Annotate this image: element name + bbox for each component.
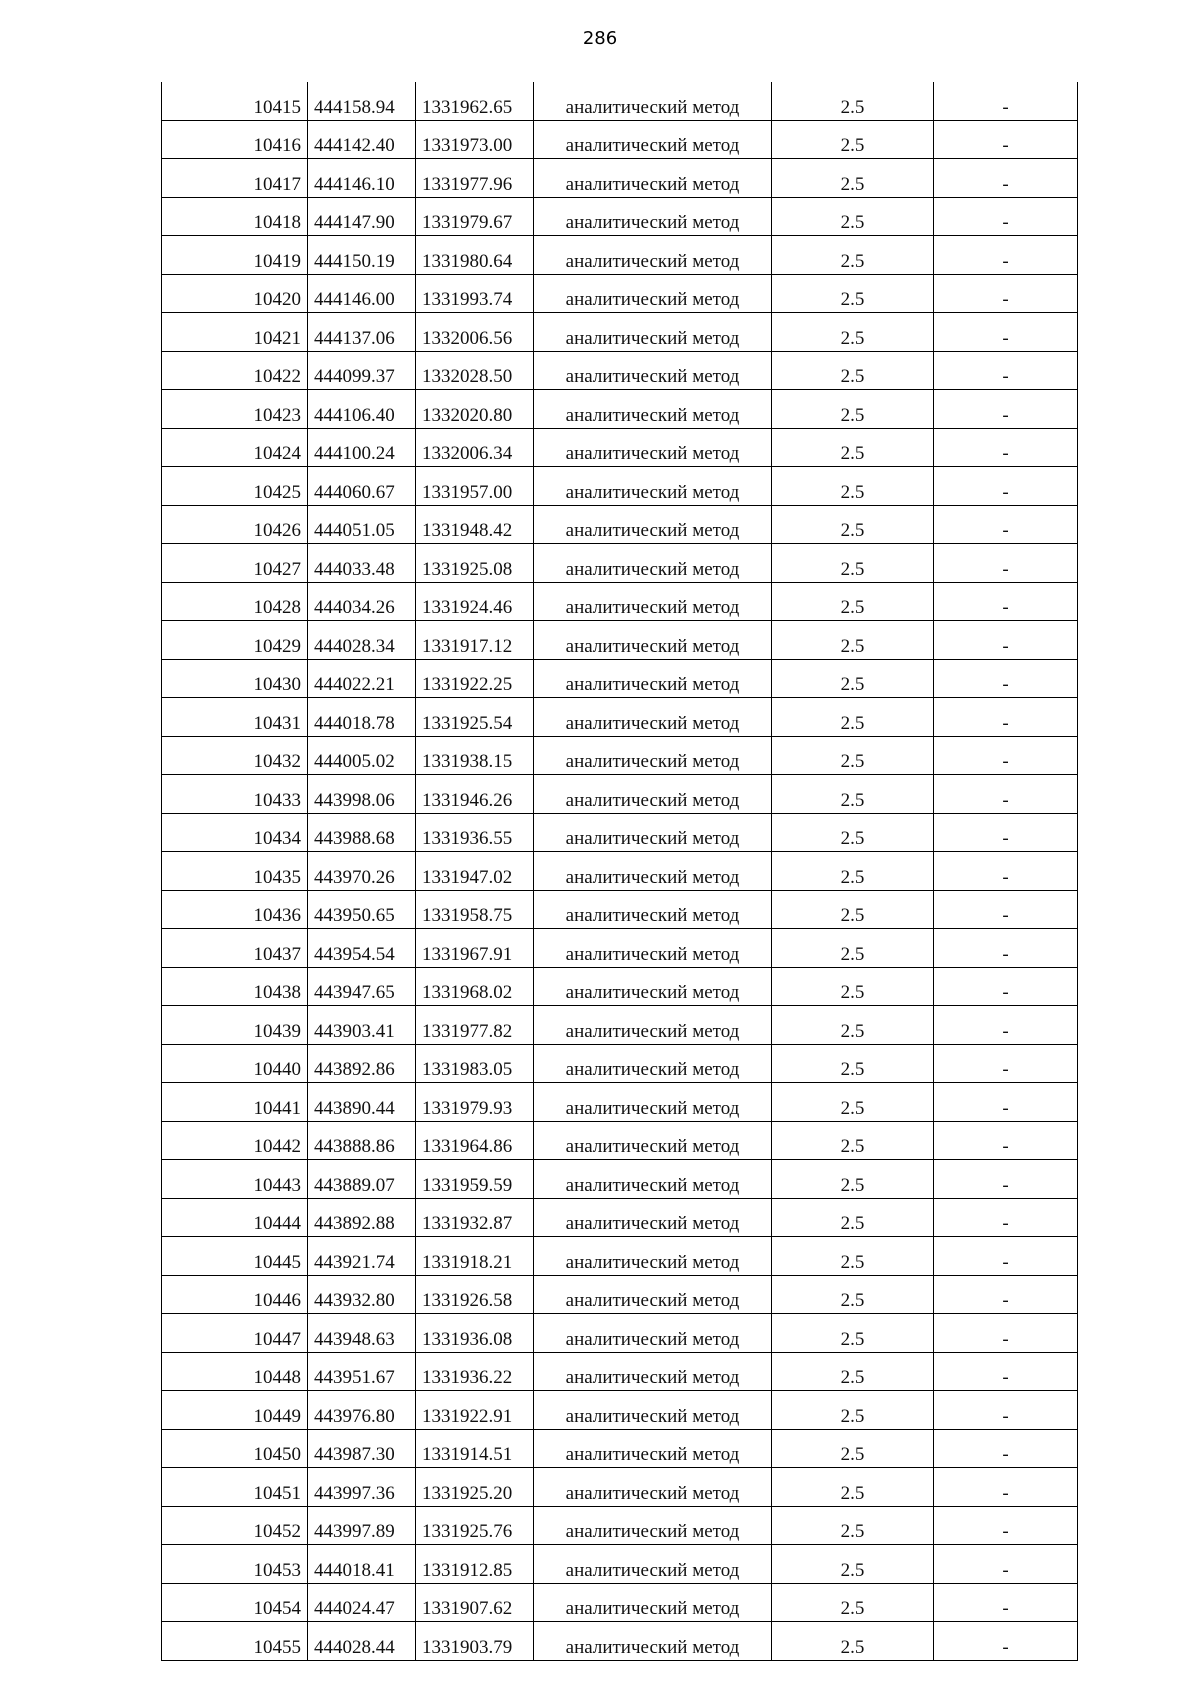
method-cell: аналитический метод <box>534 582 772 621</box>
method-cell: аналитический метод <box>534 1044 772 1083</box>
y-coordinate-cell: 1331922.91 <box>416 1391 534 1430</box>
accuracy-cell: 2.5 <box>772 1198 934 1237</box>
point-number-cell: 10432 <box>162 736 308 775</box>
x-coordinate-cell: 443932.80 <box>308 1275 416 1314</box>
y-coordinate-cell: 1331925.20 <box>416 1468 534 1507</box>
note-cell: - <box>934 967 1078 1006</box>
x-coordinate-cell: 444099.37 <box>308 351 416 390</box>
y-coordinate-cell: 1331964.86 <box>416 1121 534 1160</box>
table-row <box>162 120 1078 159</box>
note-cell: - <box>934 1160 1078 1199</box>
x-coordinate-cell: 444146.00 <box>308 274 416 313</box>
method-cell: аналитический метод <box>534 1083 772 1122</box>
y-coordinate-cell: 1331959.59 <box>416 1160 534 1199</box>
y-coordinate-cell: 1331967.91 <box>416 929 534 968</box>
table-row <box>162 159 1078 198</box>
x-coordinate-cell: 443890.44 <box>308 1083 416 1122</box>
table-row <box>162 1391 1078 1430</box>
accuracy-cell: 2.5 <box>772 351 934 390</box>
point-number-cell: 10423 <box>162 390 308 429</box>
x-coordinate-cell: 443892.88 <box>308 1198 416 1237</box>
y-coordinate-cell: 1332028.50 <box>416 351 534 390</box>
method-cell: аналитический метод <box>534 428 772 467</box>
note-cell: - <box>934 1429 1078 1468</box>
accuracy-cell: 2.5 <box>772 428 934 467</box>
accuracy-cell: 2.5 <box>772 467 934 506</box>
y-coordinate-cell: 1332006.56 <box>416 313 534 352</box>
table-row <box>162 813 1078 852</box>
note-cell: - <box>934 1545 1078 1584</box>
y-coordinate-cell: 1331957.00 <box>416 467 534 506</box>
table-row <box>162 852 1078 891</box>
note-cell: - <box>934 1506 1078 1545</box>
table-row <box>162 390 1078 429</box>
accuracy-cell: 2.5 <box>772 274 934 313</box>
table-row <box>162 775 1078 814</box>
point-number-cell: 10433 <box>162 775 308 814</box>
note-cell: - <box>934 698 1078 737</box>
y-coordinate-cell: 1331973.00 <box>416 120 534 159</box>
x-coordinate-cell: 443948.63 <box>308 1314 416 1353</box>
y-coordinate-cell: 1331925.08 <box>416 544 534 583</box>
point-number-cell: 10454 <box>162 1583 308 1622</box>
y-coordinate-cell: 1331932.87 <box>416 1198 534 1237</box>
x-coordinate-cell: 443947.65 <box>308 967 416 1006</box>
page-number: 286 <box>582 28 618 49</box>
note-cell: - <box>934 929 1078 968</box>
table-row <box>162 505 1078 544</box>
y-coordinate-cell: 1331922.25 <box>416 659 534 698</box>
table-body <box>162 82 1078 1660</box>
accuracy-cell: 2.5 <box>772 1121 934 1160</box>
method-cell: аналитический метод <box>534 621 772 660</box>
accuracy-cell: 2.5 <box>772 775 934 814</box>
point-number-cell: 10440 <box>162 1044 308 1083</box>
x-coordinate-cell: 444158.94 <box>308 82 416 120</box>
accuracy-cell: 2.5 <box>772 120 934 159</box>
table-row <box>162 1429 1078 1468</box>
point-number-cell: 10446 <box>162 1275 308 1314</box>
method-cell: аналитический метод <box>534 659 772 698</box>
x-coordinate-cell: 444146.10 <box>308 159 416 198</box>
table-row <box>162 1121 1078 1160</box>
method-cell: аналитический метод <box>534 236 772 275</box>
method-cell: аналитический метод <box>534 1121 772 1160</box>
note-cell: - <box>934 428 1078 467</box>
x-coordinate-cell: 443998.06 <box>308 775 416 814</box>
accuracy-cell: 2.5 <box>772 621 934 660</box>
note-cell: - <box>934 1468 1078 1507</box>
note-cell: - <box>934 621 1078 660</box>
note-cell: - <box>934 274 1078 313</box>
x-coordinate-cell: 444033.48 <box>308 544 416 583</box>
point-number-cell: 10416 <box>162 120 308 159</box>
accuracy-cell: 2.5 <box>772 1583 934 1622</box>
note-cell: - <box>934 351 1078 390</box>
y-coordinate-cell: 1331938.15 <box>416 736 534 775</box>
x-coordinate-cell: 444137.06 <box>308 313 416 352</box>
y-coordinate-cell: 1331903.79 <box>416 1622 534 1661</box>
method-cell: аналитический метод <box>534 1275 772 1314</box>
table-row <box>162 698 1078 737</box>
method-cell: аналитический метод <box>534 1468 772 1507</box>
x-coordinate-cell: 444106.40 <box>308 390 416 429</box>
point-number-cell: 10425 <box>162 467 308 506</box>
y-coordinate-cell: 1331979.67 <box>416 197 534 236</box>
method-cell: аналитический метод <box>534 736 772 775</box>
accuracy-cell: 2.5 <box>772 82 934 120</box>
y-coordinate-cell: 1331917.12 <box>416 621 534 660</box>
point-number-cell: 10428 <box>162 582 308 621</box>
method-cell: аналитический метод <box>534 351 772 390</box>
method-cell: аналитический метод <box>534 1160 772 1199</box>
method-cell: аналитический метод <box>534 197 772 236</box>
accuracy-cell: 2.5 <box>772 659 934 698</box>
x-coordinate-cell: 443970.26 <box>308 852 416 891</box>
table-row <box>162 236 1078 275</box>
point-number-cell: 10455 <box>162 1622 308 1661</box>
method-cell: аналитический метод <box>534 775 772 814</box>
note-cell: - <box>934 313 1078 352</box>
note-cell: - <box>934 82 1078 120</box>
note-cell: - <box>934 813 1078 852</box>
x-coordinate-cell: 444100.24 <box>308 428 416 467</box>
y-coordinate-cell: 1331907.62 <box>416 1583 534 1622</box>
table-row <box>162 82 1078 120</box>
note-cell: - <box>934 159 1078 198</box>
accuracy-cell: 2.5 <box>772 1044 934 1083</box>
method-cell: аналитический метод <box>534 120 772 159</box>
y-coordinate-cell: 1331936.22 <box>416 1352 534 1391</box>
note-cell: - <box>934 1622 1078 1661</box>
note-cell: - <box>934 236 1078 275</box>
note-cell: - <box>934 852 1078 891</box>
point-number-cell: 10417 <box>162 159 308 198</box>
note-cell: - <box>934 1006 1078 1045</box>
accuracy-cell: 2.5 <box>772 890 934 929</box>
point-number-cell: 10435 <box>162 852 308 891</box>
x-coordinate-cell: 443976.80 <box>308 1391 416 1430</box>
method-cell: аналитический метод <box>534 1198 772 1237</box>
accuracy-cell: 2.5 <box>772 852 934 891</box>
x-coordinate-cell: 444005.02 <box>308 736 416 775</box>
accuracy-cell: 2.5 <box>772 1352 934 1391</box>
table-row <box>162 1237 1078 1276</box>
note-cell: - <box>934 659 1078 698</box>
y-coordinate-cell: 1331936.08 <box>416 1314 534 1353</box>
point-number-cell: 10427 <box>162 544 308 583</box>
y-coordinate-cell: 1331914.51 <box>416 1429 534 1468</box>
accuracy-cell: 2.5 <box>772 1622 934 1661</box>
accuracy-cell: 2.5 <box>772 1429 934 1468</box>
point-number-cell: 10453 <box>162 1545 308 1584</box>
table-row <box>162 929 1078 968</box>
point-number-cell: 10418 <box>162 197 308 236</box>
method-cell: аналитический метод <box>534 1006 772 1045</box>
accuracy-cell: 2.5 <box>772 1083 934 1122</box>
y-coordinate-cell: 1331979.93 <box>416 1083 534 1122</box>
point-number-cell: 10415 <box>162 82 308 120</box>
x-coordinate-cell: 444018.78 <box>308 698 416 737</box>
table-row <box>162 1160 1078 1199</box>
method-cell: аналитический метод <box>534 390 772 429</box>
method-cell: аналитический метод <box>534 1429 772 1468</box>
point-number-cell: 10450 <box>162 1429 308 1468</box>
x-coordinate-cell: 443892.86 <box>308 1044 416 1083</box>
method-cell: аналитический метод <box>534 313 772 352</box>
point-number-cell: 10434 <box>162 813 308 852</box>
point-number-cell: 10421 <box>162 313 308 352</box>
y-coordinate-cell: 1332020.80 <box>416 390 534 429</box>
note-cell: - <box>934 1391 1078 1430</box>
point-number-cell: 10426 <box>162 505 308 544</box>
y-coordinate-cell: 1332006.34 <box>416 428 534 467</box>
x-coordinate-cell: 444028.44 <box>308 1622 416 1661</box>
point-number-cell: 10430 <box>162 659 308 698</box>
method-cell: аналитический метод <box>534 1237 772 1276</box>
accuracy-cell: 2.5 <box>772 582 934 621</box>
y-coordinate-cell: 1331925.76 <box>416 1506 534 1545</box>
y-coordinate-cell: 1331926.58 <box>416 1275 534 1314</box>
note-cell: - <box>934 1121 1078 1160</box>
method-cell: аналитический метод <box>534 544 772 583</box>
method-cell: аналитический метод <box>534 505 772 544</box>
y-coordinate-cell: 1331946.26 <box>416 775 534 814</box>
point-number-cell: 10448 <box>162 1352 308 1391</box>
x-coordinate-cell: 443951.67 <box>308 1352 416 1391</box>
accuracy-cell: 2.5 <box>772 1314 934 1353</box>
table-row <box>162 544 1078 583</box>
method-cell: аналитический метод <box>534 813 772 852</box>
table-row <box>162 736 1078 775</box>
point-number-cell: 10438 <box>162 967 308 1006</box>
accuracy-cell: 2.5 <box>772 1506 934 1545</box>
y-coordinate-cell: 1331962.65 <box>416 82 534 120</box>
method-cell: аналитический метод <box>534 1391 772 1430</box>
method-cell: аналитический метод <box>534 1352 772 1391</box>
accuracy-cell: 2.5 <box>772 544 934 583</box>
table-row <box>162 274 1078 313</box>
x-coordinate-cell: 443921.74 <box>308 1237 416 1276</box>
note-cell: - <box>934 120 1078 159</box>
x-coordinate-cell: 443988.68 <box>308 813 416 852</box>
point-number-cell: 10447 <box>162 1314 308 1353</box>
x-coordinate-cell: 444051.05 <box>308 505 416 544</box>
accuracy-cell: 2.5 <box>772 197 934 236</box>
x-coordinate-cell: 444024.47 <box>308 1583 416 1622</box>
x-coordinate-cell: 444034.26 <box>308 582 416 621</box>
table-row <box>162 1468 1078 1507</box>
y-coordinate-cell: 1331980.64 <box>416 236 534 275</box>
y-coordinate-cell: 1331948.42 <box>416 505 534 544</box>
x-coordinate-cell: 444060.67 <box>308 467 416 506</box>
point-number-cell: 10444 <box>162 1198 308 1237</box>
accuracy-cell: 2.5 <box>772 698 934 737</box>
x-coordinate-cell: 444028.34 <box>308 621 416 660</box>
table-row <box>162 1583 1078 1622</box>
y-coordinate-cell: 1331924.46 <box>416 582 534 621</box>
coordinates-table <box>161 82 1078 1661</box>
accuracy-cell: 2.5 <box>772 1545 934 1584</box>
x-coordinate-cell: 444018.41 <box>308 1545 416 1584</box>
method-cell: аналитический метод <box>534 890 772 929</box>
note-cell: - <box>934 1583 1078 1622</box>
note-cell: - <box>934 1275 1078 1314</box>
point-number-cell: 10443 <box>162 1160 308 1199</box>
method-cell: аналитический метод <box>534 1545 772 1584</box>
table-row <box>162 1083 1078 1122</box>
y-coordinate-cell: 1331977.82 <box>416 1006 534 1045</box>
point-number-cell: 10429 <box>162 621 308 660</box>
note-cell: - <box>934 775 1078 814</box>
x-coordinate-cell: 443889.07 <box>308 1160 416 1199</box>
method-cell: аналитический метод <box>534 82 772 120</box>
method-cell: аналитический метод <box>534 467 772 506</box>
point-number-cell: 10424 <box>162 428 308 467</box>
y-coordinate-cell: 1331993.74 <box>416 274 534 313</box>
table-row <box>162 1622 1078 1661</box>
note-cell: - <box>934 1237 1078 1276</box>
x-coordinate-cell: 444150.19 <box>308 236 416 275</box>
method-cell: аналитический метод <box>534 698 772 737</box>
accuracy-cell: 2.5 <box>772 505 934 544</box>
accuracy-cell: 2.5 <box>772 159 934 198</box>
table-row <box>162 582 1078 621</box>
point-number-cell: 10419 <box>162 236 308 275</box>
x-coordinate-cell: 444022.21 <box>308 659 416 698</box>
accuracy-cell: 2.5 <box>772 1237 934 1276</box>
point-number-cell: 10451 <box>162 1468 308 1507</box>
note-cell: - <box>934 736 1078 775</box>
x-coordinate-cell: 443888.86 <box>308 1121 416 1160</box>
note-cell: - <box>934 582 1078 621</box>
table-row <box>162 1006 1078 1045</box>
note-cell: - <box>934 1044 1078 1083</box>
point-number-cell: 10452 <box>162 1506 308 1545</box>
accuracy-cell: 2.5 <box>772 236 934 275</box>
table-row <box>162 890 1078 929</box>
table-row <box>162 1198 1078 1237</box>
x-coordinate-cell: 444147.90 <box>308 197 416 236</box>
note-cell: - <box>934 505 1078 544</box>
x-coordinate-cell: 444142.40 <box>308 120 416 159</box>
note-cell: - <box>934 544 1078 583</box>
note-cell: - <box>934 890 1078 929</box>
table-row <box>162 1545 1078 1584</box>
accuracy-cell: 2.5 <box>772 1468 934 1507</box>
y-coordinate-cell: 1331912.85 <box>416 1545 534 1584</box>
y-coordinate-cell: 1331925.54 <box>416 698 534 737</box>
table-row <box>162 1506 1078 1545</box>
accuracy-cell: 2.5 <box>772 1006 934 1045</box>
point-number-cell: 10437 <box>162 929 308 968</box>
point-number-cell: 10422 <box>162 351 308 390</box>
table-row <box>162 351 1078 390</box>
table-row <box>162 467 1078 506</box>
point-number-cell: 10441 <box>162 1083 308 1122</box>
y-coordinate-cell: 1331936.55 <box>416 813 534 852</box>
point-number-cell: 10445 <box>162 1237 308 1276</box>
table-row <box>162 659 1078 698</box>
table-row <box>162 1044 1078 1083</box>
table-row <box>162 197 1078 236</box>
note-cell: - <box>934 390 1078 429</box>
x-coordinate-cell: 443997.36 <box>308 1468 416 1507</box>
x-coordinate-cell: 443997.89 <box>308 1506 416 1545</box>
table-row <box>162 1275 1078 1314</box>
y-coordinate-cell: 1331968.02 <box>416 967 534 1006</box>
note-cell: - <box>934 1314 1078 1353</box>
method-cell: аналитический метод <box>534 967 772 1006</box>
y-coordinate-cell: 1331918.21 <box>416 1237 534 1276</box>
table-row <box>162 313 1078 352</box>
method-cell: аналитический метод <box>534 159 772 198</box>
note-cell: - <box>934 1352 1078 1391</box>
accuracy-cell: 2.5 <box>772 1275 934 1314</box>
y-coordinate-cell: 1331958.75 <box>416 890 534 929</box>
method-cell: аналитический метод <box>534 1583 772 1622</box>
table-row <box>162 621 1078 660</box>
point-number-cell: 10431 <box>162 698 308 737</box>
point-number-cell: 10436 <box>162 890 308 929</box>
accuracy-cell: 2.5 <box>772 929 934 968</box>
y-coordinate-cell: 1331977.96 <box>416 159 534 198</box>
accuracy-cell: 2.5 <box>772 1391 934 1430</box>
method-cell: аналитический метод <box>534 1506 772 1545</box>
method-cell: аналитический метод <box>534 274 772 313</box>
accuracy-cell: 2.5 <box>772 390 934 429</box>
x-coordinate-cell: 443987.30 <box>308 1429 416 1468</box>
table-row <box>162 1352 1078 1391</box>
point-number-cell: 10420 <box>162 274 308 313</box>
y-coordinate-cell: 1331983.05 <box>416 1044 534 1083</box>
table-row <box>162 967 1078 1006</box>
note-cell: - <box>934 1083 1078 1122</box>
method-cell: аналитический метод <box>534 929 772 968</box>
accuracy-cell: 2.5 <box>772 313 934 352</box>
accuracy-cell: 2.5 <box>772 967 934 1006</box>
x-coordinate-cell: 443954.54 <box>308 929 416 968</box>
note-cell: - <box>934 467 1078 506</box>
note-cell: - <box>934 197 1078 236</box>
accuracy-cell: 2.5 <box>772 736 934 775</box>
note-cell: - <box>934 1198 1078 1237</box>
point-number-cell: 10449 <box>162 1391 308 1430</box>
point-number-cell: 10439 <box>162 1006 308 1045</box>
x-coordinate-cell: 443950.65 <box>308 890 416 929</box>
y-coordinate-cell: 1331947.02 <box>416 852 534 891</box>
method-cell: аналитический метод <box>534 852 772 891</box>
table-row <box>162 1314 1078 1353</box>
accuracy-cell: 2.5 <box>772 813 934 852</box>
method-cell: аналитический метод <box>534 1622 772 1661</box>
point-number-cell: 10442 <box>162 1121 308 1160</box>
table-row <box>162 428 1078 467</box>
accuracy-cell: 2.5 <box>772 1160 934 1199</box>
x-coordinate-cell: 443903.41 <box>308 1006 416 1045</box>
method-cell: аналитический метод <box>534 1314 772 1353</box>
